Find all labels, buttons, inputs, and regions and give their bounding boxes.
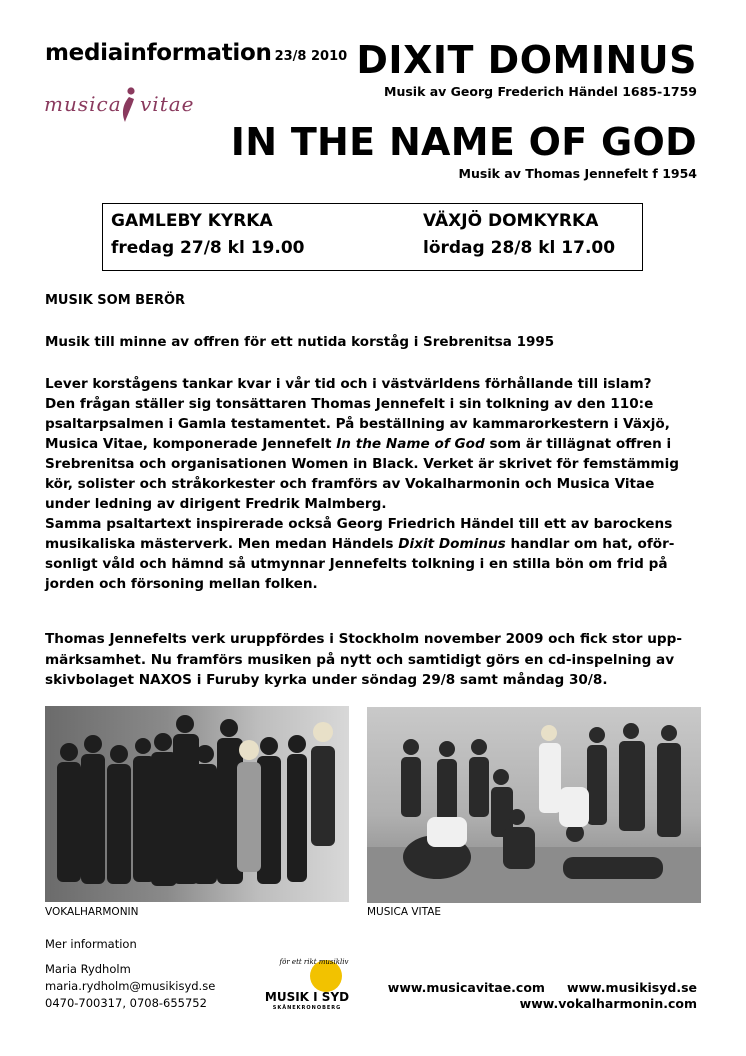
- article-paragraph-1: [45, 374, 705, 594]
- logo-text-left: musica: [44, 92, 122, 116]
- contact-name: Maria Rydholm: [45, 962, 131, 976]
- musik-i-syd-logo-icon: [262, 958, 352, 1010]
- subtitle-jennefelt: Musik av Thomas Jennefelt f 1954: [458, 166, 697, 181]
- footer-links: [388, 980, 697, 1012]
- media-info-header: [45, 40, 347, 66]
- title-dixit-dominus: DIXIT DOMINUS: [356, 38, 697, 82]
- contact-email[interactable]: maria.rydholm@musikisyd.se: [45, 979, 216, 993]
- concert-venue: GAMLEBY KYRKA: [111, 211, 273, 231]
- paragraph-line: Thomas Jennefelts verk uruppfördes i Stockholm november 2009 och fick stor upp-: [45, 631, 682, 647]
- release-date: 23/8 2010: [274, 49, 348, 64]
- concert-venue: VÄXJÖ DOMKYRKA: [423, 211, 599, 231]
- photo-vokalharmonin: [45, 706, 349, 902]
- work-title-in-the-name-of-god: In the Name of God: [336, 436, 485, 452]
- logo-figure-icon: [117, 86, 139, 124]
- paragraph-line: märksamhet. Nu framförs musiken på nytt och samtidigt görs en cd-inspelning av: [45, 651, 675, 668]
- article-heading: MUSIK SOM BERÖR: [45, 293, 186, 308]
- work-title-dixit-dominus: Dixit Dominus: [398, 536, 506, 552]
- caption-musica-vitae: MUSICA VITAE: [367, 906, 442, 918]
- more-info-label: Mer information: [45, 937, 137, 951]
- logo-text-right: vitae: [140, 92, 195, 116]
- title-in-the-name-of-god: IN THE NAME OF GOD: [230, 120, 697, 164]
- paragraph-line: Srebrenitsa och organisationen Women in Black. Verket är skrivet för femstämmig: [45, 456, 679, 472]
- article-lead: Musik till minne av offren för ett nutida korståg i Srebrenitsa 1995: [45, 334, 555, 350]
- paragraph-line: Den frågan ställer sig tonsättaren Thomas Jennefelt i sin tolkning av den 110:e: [45, 396, 654, 412]
- subtitle-handel: Musik av Georg Frederich Händel 1685-1759: [384, 84, 697, 99]
- photo-musica-vitae: [367, 707, 701, 903]
- link-musikisyd[interactable]: www.musikisyd.se: [566, 980, 697, 995]
- paragraph-line: psaltarpsalmen i Gamla testamentet. På beställning av kammarorkestern i Växjö,: [45, 416, 670, 432]
- concert-time: fredag 27/8 kl 19.00: [111, 238, 305, 258]
- paragraph-line: jorden och försoning mellan folken.: [45, 576, 318, 592]
- contact-block: [45, 961, 215, 1012]
- concert-vaxjo: [423, 208, 615, 262]
- media-info-label: mediainformation: [45, 40, 272, 66]
- paragraph-line: sonligt våld och hämnd så utmynnar Jennefelts tolkning i en stilla bön om frid på: [45, 556, 668, 572]
- paragraph-line: kör, solister och stråkorkester och framförs av Vokalharmonin och Musica Vitae: [45, 476, 655, 492]
- ensemble-photo-icon: [367, 707, 701, 903]
- logo-name: MUSIK I SYD: [264, 990, 350, 1004]
- logo-region: SKÅNEKRONOBERG: [272, 1005, 342, 1010]
- paragraph-line: under ledning av dirigent Fredrik Malmberg.: [45, 496, 387, 512]
- concert-gamleby: [111, 208, 304, 262]
- contact-phone: 0470-700317, 0708-655752: [45, 996, 207, 1010]
- paragraph-line: Lever korstågens tankar kvar i vår tid och i västvärldens förhållande till islam?: [45, 376, 652, 392]
- paragraph-line: Musica Vitae, komponerade Jennefelt In the Name of God som är tillägnat offren i: [45, 436, 672, 452]
- concert-box: [102, 203, 643, 271]
- article-paragraph-2: [45, 629, 705, 691]
- musik-i-syd-logo: [262, 958, 352, 1010]
- logo-tagline: för ett rikt musikliv: [279, 958, 349, 966]
- paragraph-line: Samma psaltartext inspirerade också Georg Friedrich Händel till ett av barockens: [45, 516, 673, 532]
- paragraph-line: skivbolaget NAXOS i Furuby kyrka under söndag 29/8 samt måndag 30/8.: [45, 672, 608, 688]
- link-musicavitae[interactable]: www.musicavitae.com: [387, 980, 545, 995]
- link-vokalharmonin[interactable]: www.vokalharmonin.com: [519, 996, 697, 1011]
- caption-vokalharmonin: VOKALHARMONIN: [45, 906, 139, 918]
- group-photo-icon: [45, 706, 349, 902]
- paragraph-line: musikaliska mästerverk. Men medan Händels Dixit Dominus handlar om hat, oför-: [45, 536, 675, 552]
- musica-vitae-logo: [44, 86, 204, 126]
- concert-time: lördag 28/8 kl 17.00: [423, 238, 616, 258]
